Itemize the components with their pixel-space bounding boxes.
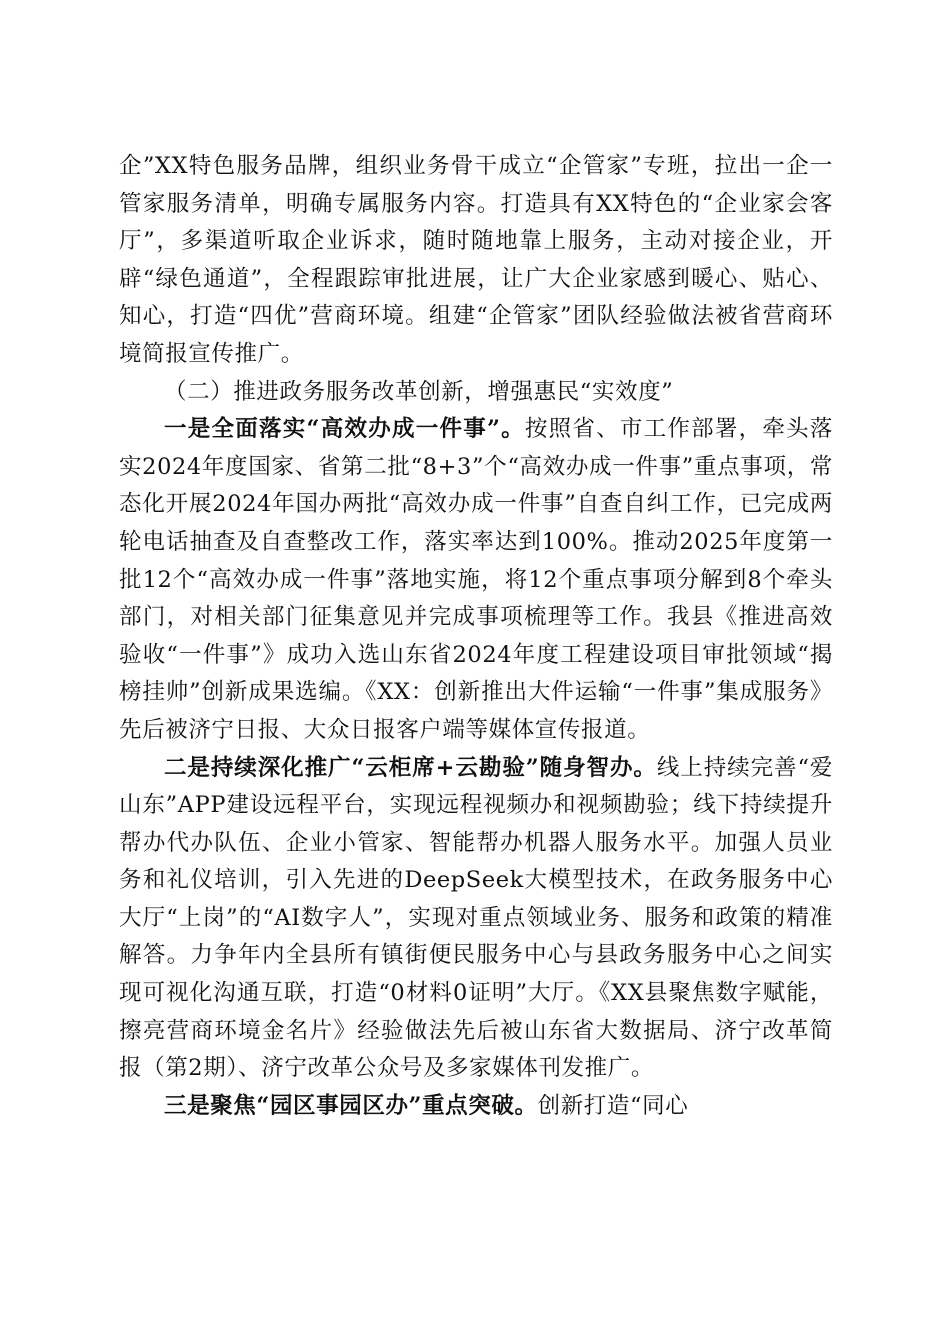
- paragraph-item-3: [119, 1088, 833, 1126]
- paragraph-item-2: [119, 750, 833, 1088]
- paragraph-text: 企”XX特色服务品牌，组织业务骨干成立“企管家”专班，拉出一企一管家服务清单，明确专属服务内容。打造具有XX特色的“企业家会客厅”，多渠道听取企业诉求，随时随地靠上服务，主动对接企业，开辟“绿色通道”，全程跟踪审批进展，让广大企业家感到暖心、贴心、知心，打造“四优”营商环境。组建“企管家”团队经验做法被省营商环境简报宣传推广。: [119, 153, 833, 367]
- section-heading: [119, 374, 833, 412]
- paragraph-lead: 一是全面落实“高效办成一件事”。: [164, 416, 525, 443]
- paragraph-text: 线上持续完善“爱山东”APP建设远程平台，实现远程视频办和视频勘验；线下持续提升帮办代办队伍、企业小管家、智能帮办机器人服务水平。加强人员业务和礼仪培训，引入先进的DeepSeek大模型技术，在政务服务中心大厅“上岗”的“AI数字人”，实现对重点领域业务、服务和政策的精准解答。力争年内全县所有镇街便民服务中心与县政务服务中心之间实现可视化沟通互联，打造“0材料0证明”大厅。《XX县聚焦数字赋能，擦亮营商环境金名片》经验做法先后被山东省大数据局、济宁改革简报（第2期）、济宁改革公众号及多家媒体刊发推广。: [119, 754, 834, 1082]
- document-body: [119, 148, 833, 1125]
- section-heading-text: （二）推进政务服务改革创新，增强惠民“实效度”: [164, 378, 674, 405]
- paragraph-lead: 三是聚焦“园区事园区办”重点突破。: [164, 1092, 538, 1119]
- paragraph-text: 创新打造“同心: [537, 1092, 689, 1119]
- paragraph-text: 按照省、市工作部署，牵头落实2024年度国家、省第二批“8+3”个“高效办成一件事”重点事项，常态化开展2024年国办两批“高效办成一件事”自查自纠工作，已完成两轮电话抽查及自查整改工作，落实率达到100%。推动2025年度第一批12个“高效办成一件事”落地实施，将12个重点事项分解到8个牵头部门，对相关部门征集意见并完成事项梳理等工作。我县《推进高效验收“一件事”》成功入选山东省2024年度工程建设项目审批领域“揭榜挂帅”创新成果选编。《XX：创新推出大件运输“一件事”集成服务》先后被济宁日报、大众日报客户端等媒体宣传报道。: [119, 416, 833, 743]
- paragraph-continued: [119, 148, 833, 374]
- paragraph-item-1: [119, 411, 833, 749]
- paragraph-lead: 二是持续深化推广“云柜席+云勘验”随身智办。: [164, 754, 657, 781]
